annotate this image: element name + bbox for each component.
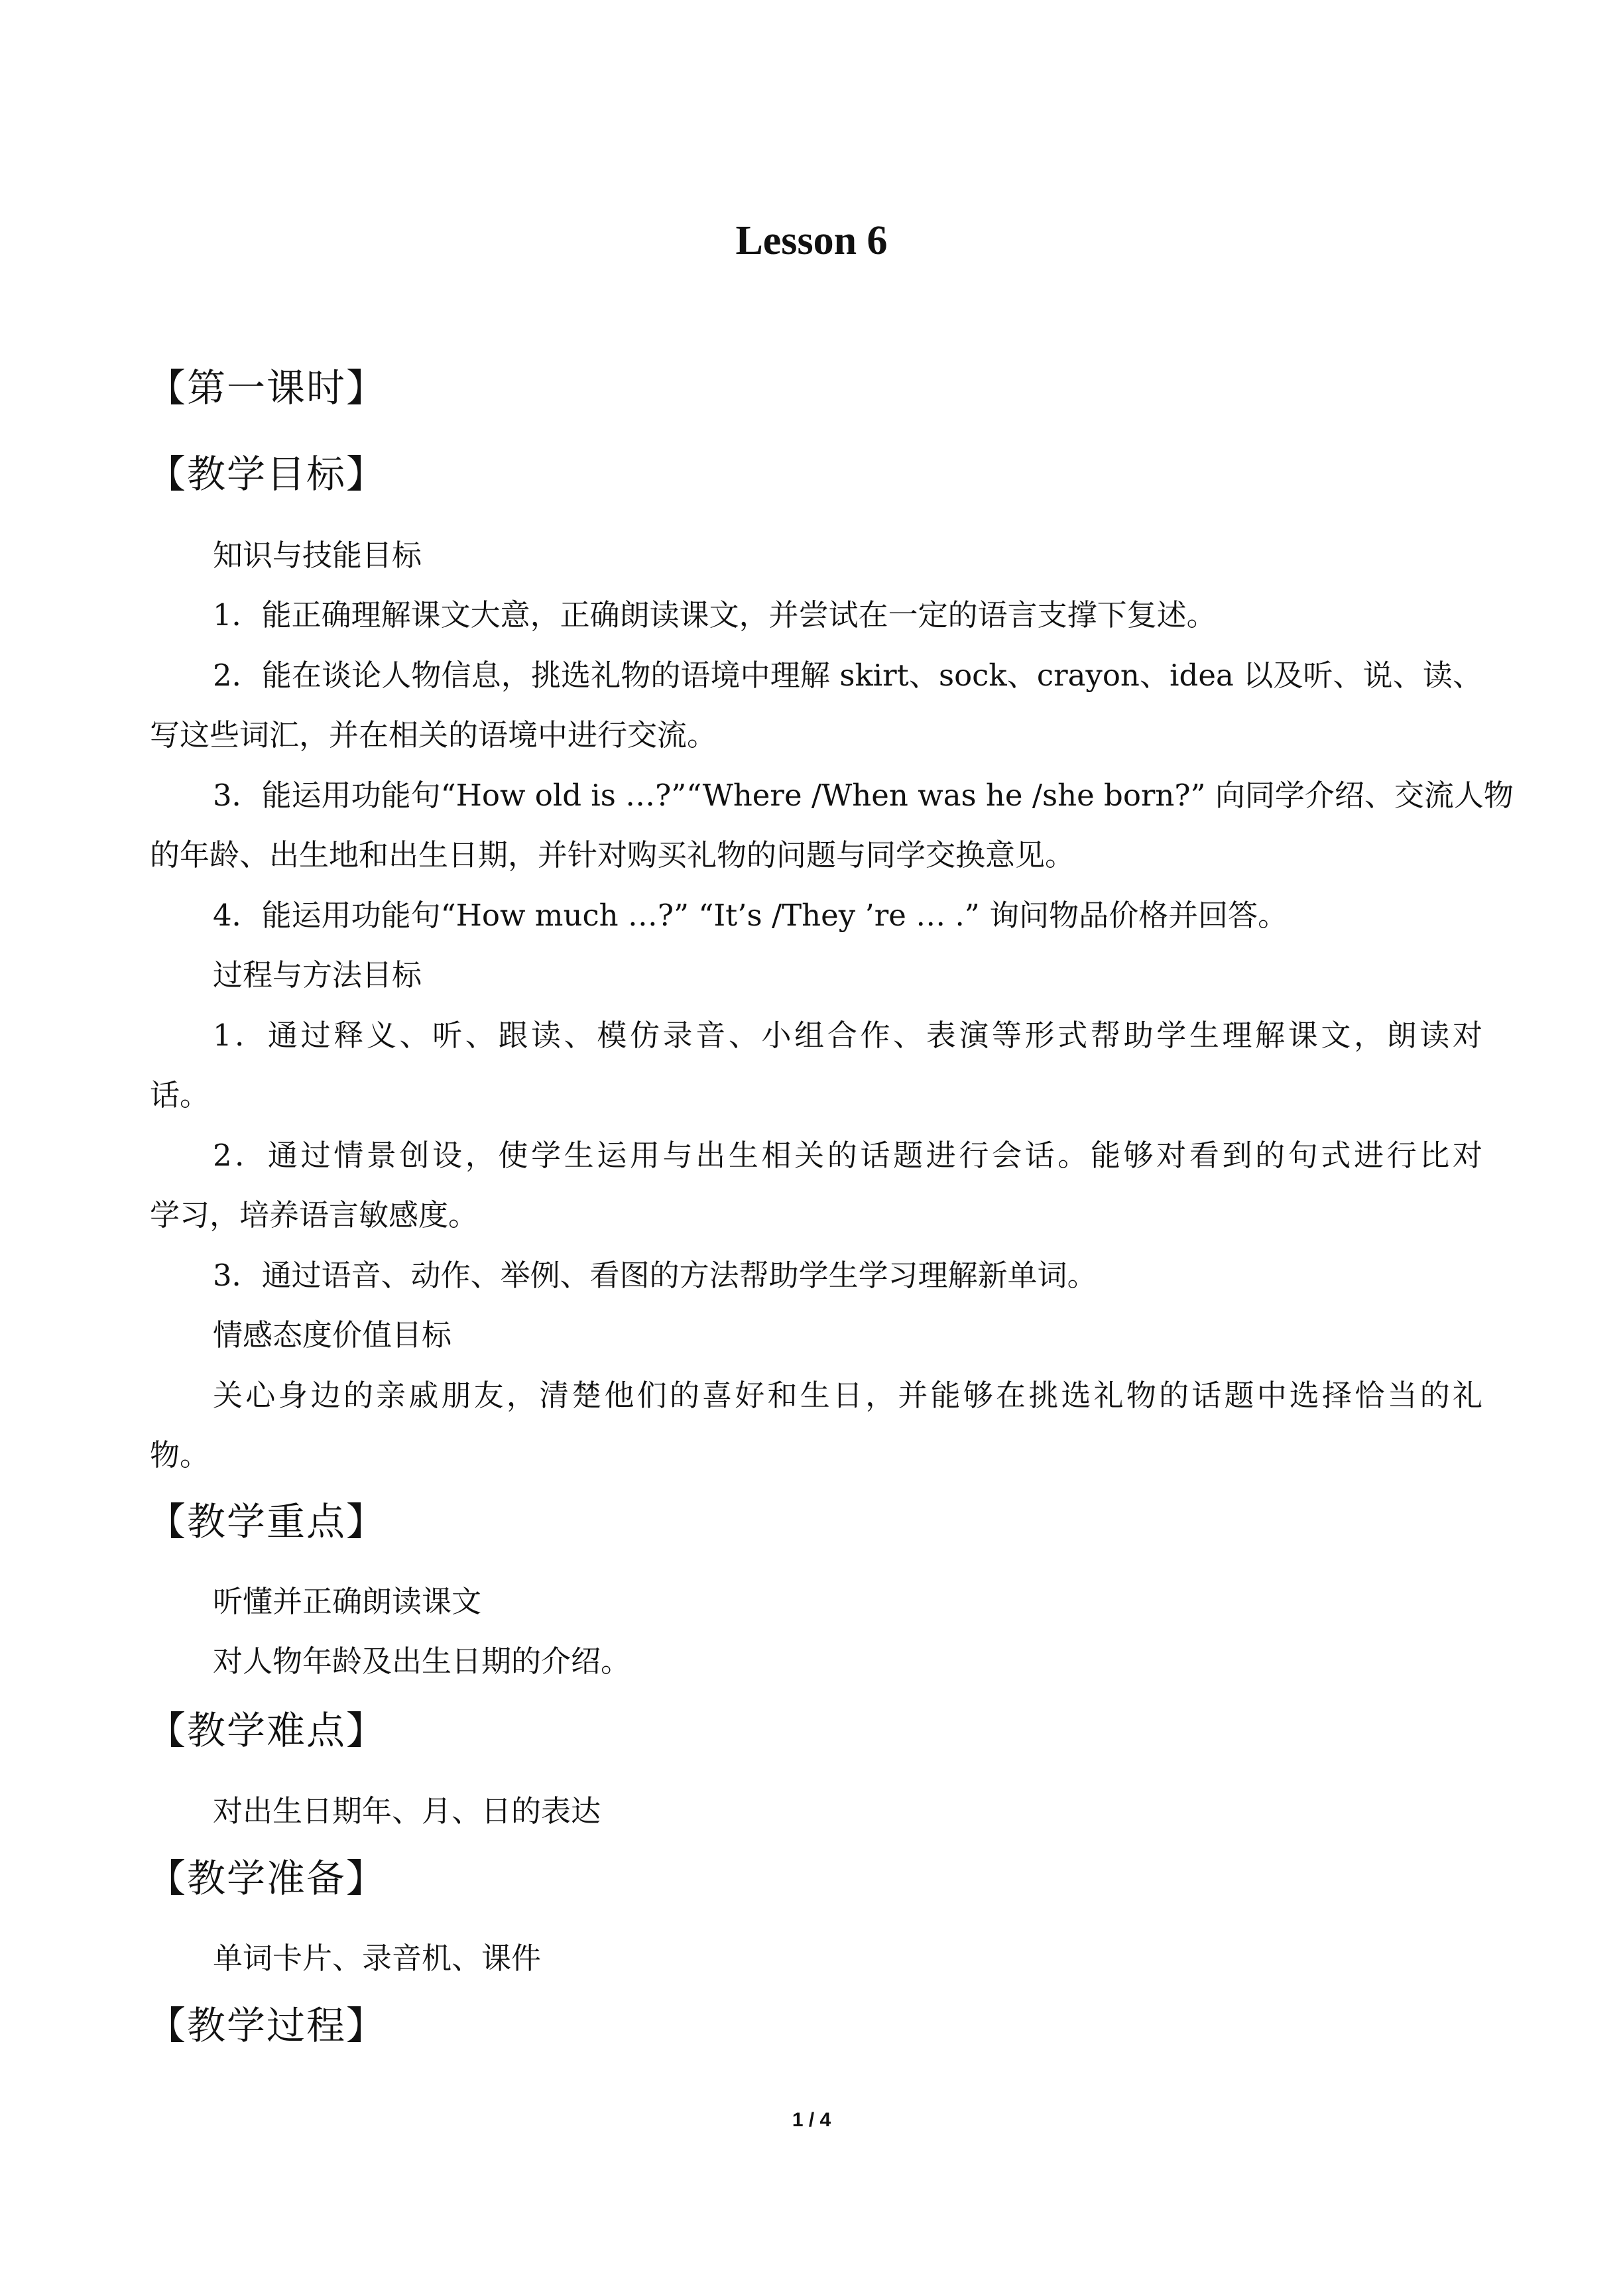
section-difficulties: 【教学难点】 <box>147 1708 387 1753</box>
section-key-points: 【教学重点】 <box>147 1499 387 1544</box>
process-method-heading: 过程与方法目标 <box>213 957 422 993</box>
process-item-2-line-1: 2．通过情景创设，使学生运用与出生相关的话题进行会话。能够对看到的句式进行比对 <box>213 1138 1482 1173</box>
difficulty-1: 对出生日期年、月、日的表达 <box>213 1793 601 1829</box>
process-item-3: 3．通过语音、动作、举例、看图的方法帮助学生学习理解新单词。 <box>213 1258 1097 1293</box>
section-process: 【教学过程】 <box>147 2003 387 2048</box>
knowledge-item-3-line-1: 3．能运用功能句“How old is …?”“Where /When was he /she born?” 向同学介绍、交流人物 <box>213 778 1514 813</box>
knowledge-item-1: 1．能正确理解课文大意，正确朗读课文，并尝试在一定的语言支撑下复述。 <box>213 597 1217 633</box>
process-item-2-line-2: 学习，培养语言敏感度。 <box>150 1197 479 1233</box>
section-preparation: 【教学准备】 <box>147 1856 387 1901</box>
section-period: 【第一课时】 <box>147 365 387 410</box>
page-number: 1 / 4 <box>792 2109 831 2131</box>
process-item-1-line-1: 1．通过释义、听、跟读、模仿录音、小组合作、表演等形式帮助学生理解课文，朗读对 <box>213 1018 1482 1053</box>
lesson-title: Lesson 6 <box>735 218 888 263</box>
attitude-line-1: 关心身边的亲戚朋友，清楚他们的喜好和生日，并能够在挑选礼物的话题中选择恰当的礼 <box>213 1378 1482 1413</box>
attitude-heading: 情感态度价值目标 <box>213 1317 452 1353</box>
knowledge-item-4: 4．能运用功能句“How much …?” “It’s /They ’re … .” 询问物品价格并回答。 <box>213 898 1288 933</box>
attitude-line-2: 物。 <box>150 1437 210 1473</box>
knowledge-item-3-line-2: 的年龄、出生地和出生日期，并针对购买礼物的问题与同学交换意见。 <box>150 837 1075 873</box>
key-point-1: 听懂并正确朗读课文 <box>213 1584 482 1619</box>
key-point-2: 对人物年龄及出生日期的介绍。 <box>213 1644 631 1679</box>
process-item-1-line-2: 话。 <box>150 1077 210 1113</box>
preparation-1: 单词卡片、录音机、课件 <box>213 1941 542 1976</box>
knowledge-item-2-line-1: 2．能在谈论人物信息，挑选礼物的语境中理解 skirt、sock、crayon、idea 以及听、说、读、 <box>213 658 1482 693</box>
section-objectives: 【教学目标】 <box>147 452 387 497</box>
knowledge-heading: 知识与技能目标 <box>213 538 422 573</box>
knowledge-item-2-line-2: 写这些词汇，并在相关的语境中进行交流。 <box>150 717 717 753</box>
